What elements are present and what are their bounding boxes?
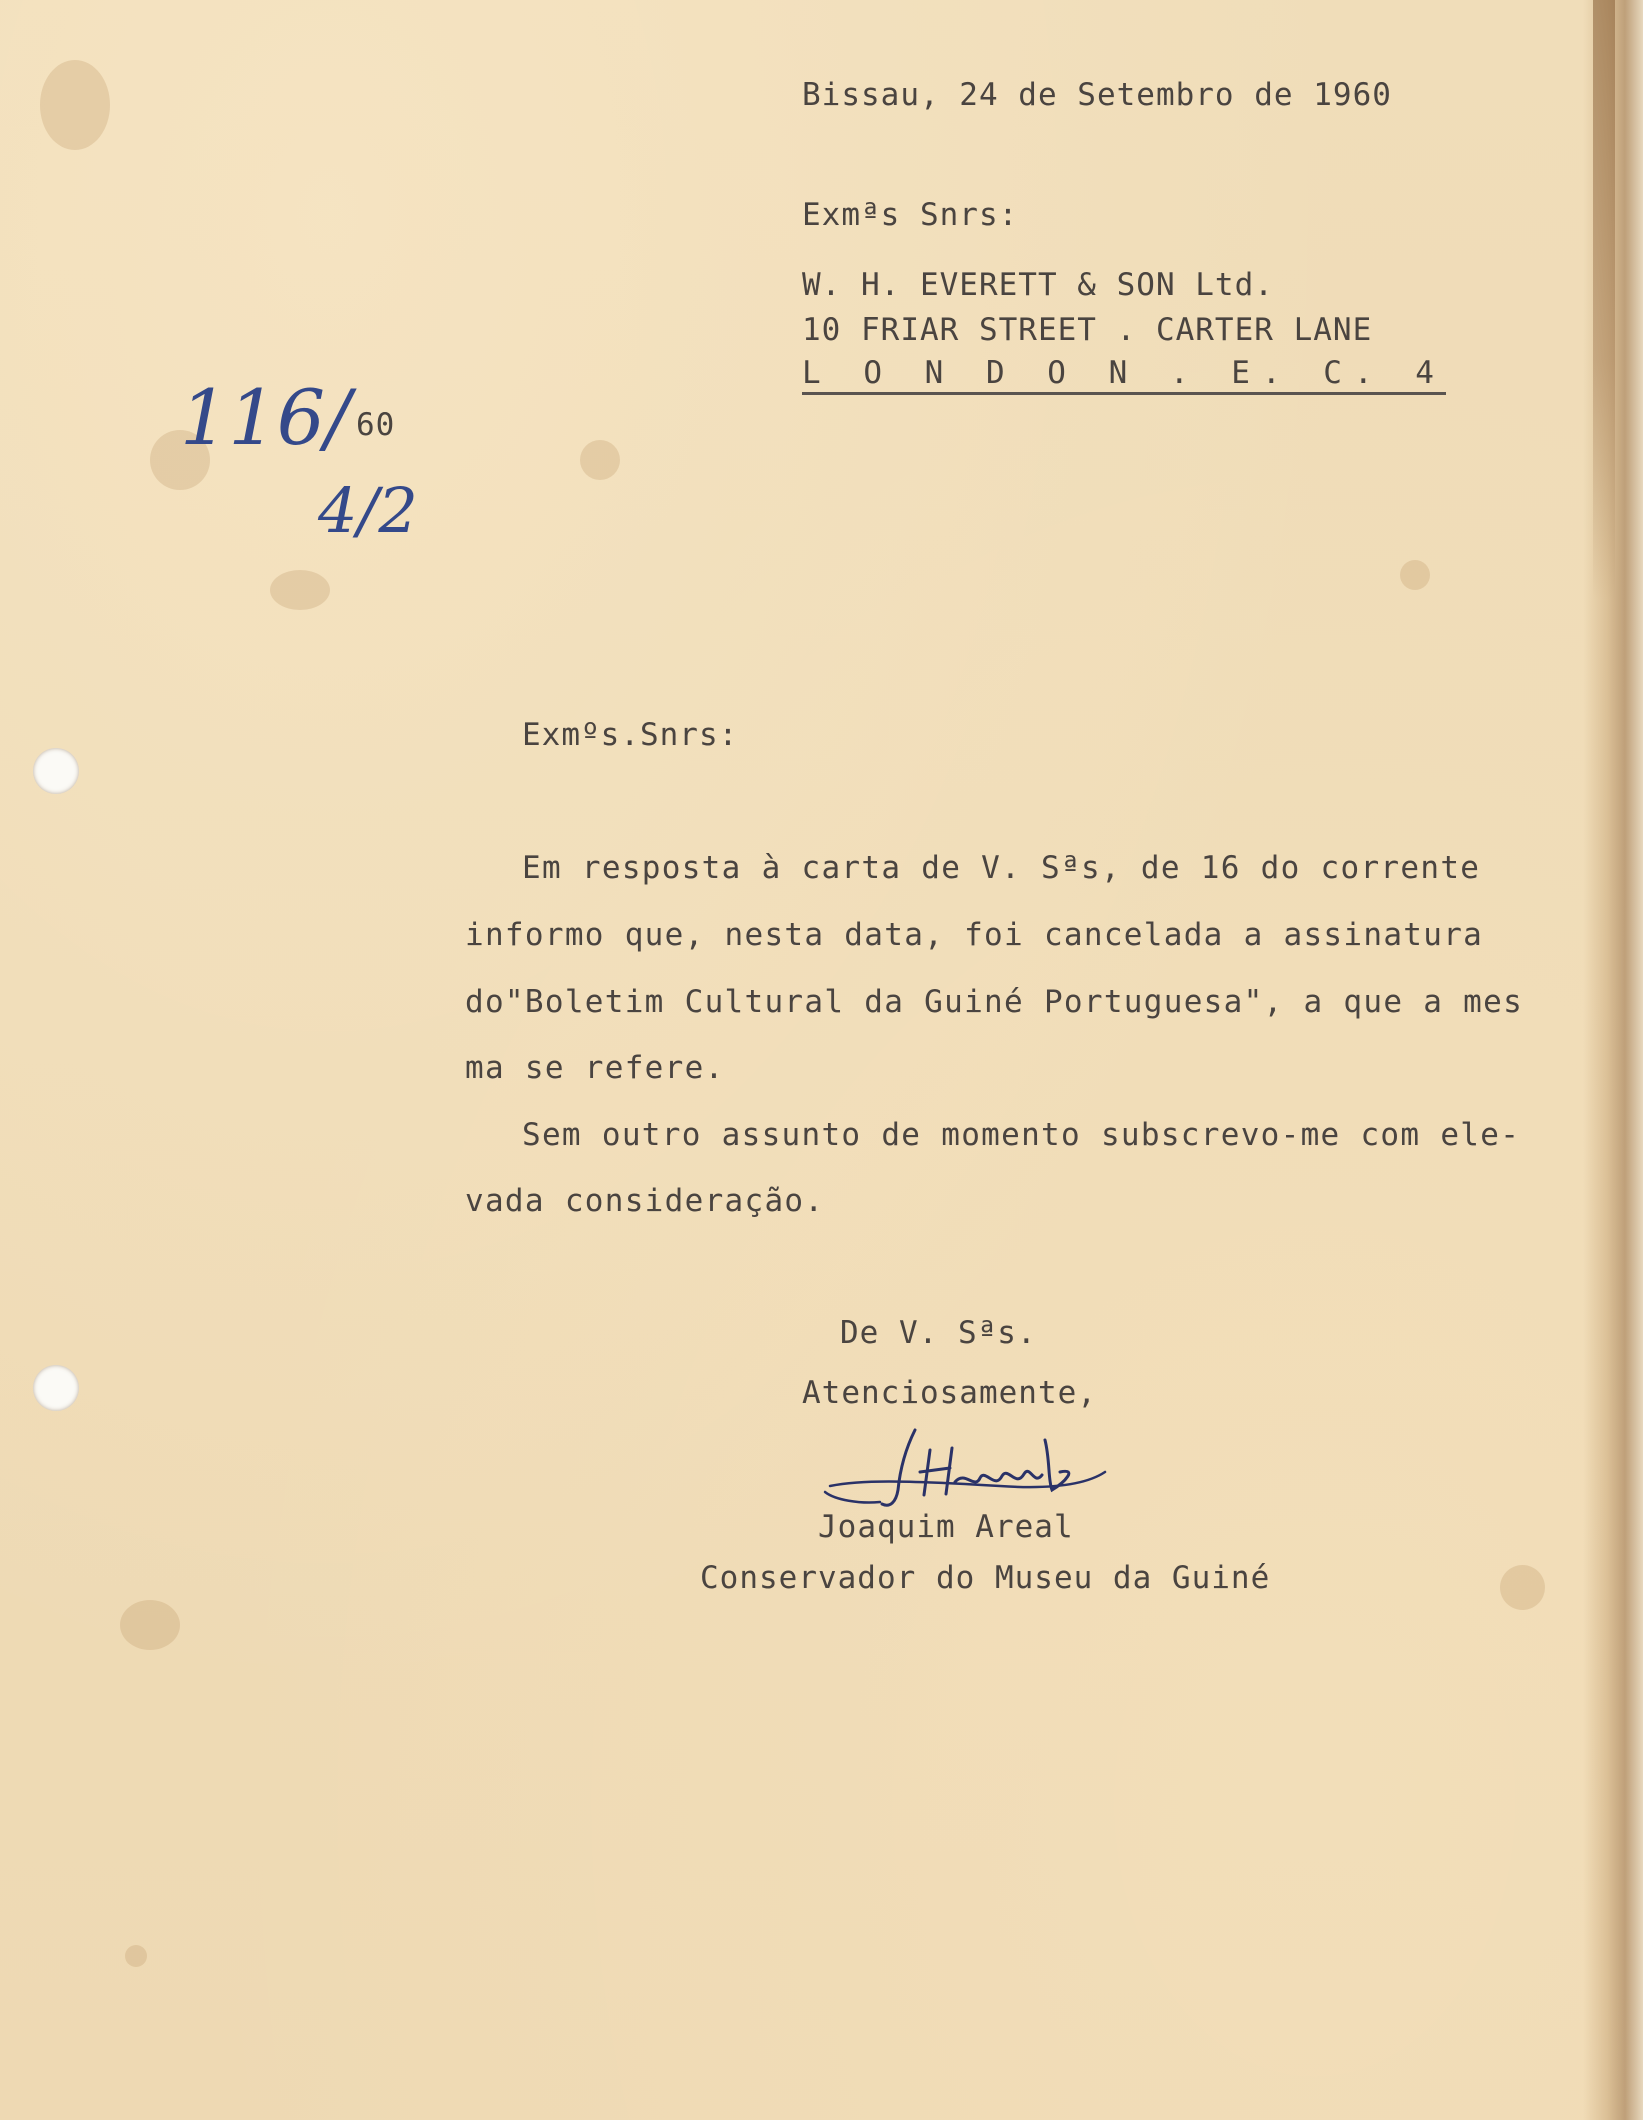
handwritten-year: 60 <box>356 407 396 443</box>
place-and-date: Bissau, 24 de Setembro de 1960 <box>802 77 1392 113</box>
foxing-spot <box>125 1945 147 1967</box>
punch-hole-top <box>33 748 79 794</box>
recipient-salutation: Exmªs Snrs: <box>802 197 1019 233</box>
foxing-spot <box>270 570 330 610</box>
closing-line-2: Atenciosamente, <box>802 1375 1097 1411</box>
greeting: Exmºs.Snrs: <box>522 717 739 753</box>
handwritten-subreference: 4/2 <box>318 474 418 547</box>
signatory-title: Conservador do Museu da Guiné <box>700 1560 1271 1596</box>
body-line-1: Em resposta à carta de V. Sªs, de 16 do corrente <box>522 850 1481 886</box>
recipient-line-2: 10 FRIAR STREET . CARTER LANE <box>802 312 1373 348</box>
body-line-2: informo que, nesta data, foi cancelada a assinatura <box>465 917 1484 953</box>
body-line-5: Sem outro assunto de momento subscrevo-me com ele- <box>522 1117 1521 1153</box>
handwritten-signature <box>820 1420 1120 1520</box>
recipient-line-1: W. H. EVERETT & SON Ltd. <box>802 267 1274 303</box>
punch-hole-bottom <box>33 1365 79 1411</box>
foxing-spot <box>40 60 110 150</box>
foxing-spot <box>120 1600 180 1650</box>
body-line-6: vada consideração. <box>465 1183 825 1219</box>
foxing-spot <box>1500 1565 1545 1610</box>
recipient-line-3: L O N D O N . E. C. 4 <box>802 358 1446 395</box>
signatory-name: Joaquim Areal <box>818 1509 1074 1545</box>
closing-line-1: De V. Sªs. <box>840 1315 1037 1351</box>
foxing-spot <box>1400 560 1430 590</box>
foxing-spot <box>580 440 620 480</box>
body-line-4: ma se refere. <box>465 1050 725 1086</box>
paper-edge-stain <box>1593 0 1615 600</box>
body-line-3: do"Boletim Cultural da Guiné Portuguesa", a que a mes <box>465 984 1524 1020</box>
handwritten-reference: 116/ <box>180 373 351 462</box>
